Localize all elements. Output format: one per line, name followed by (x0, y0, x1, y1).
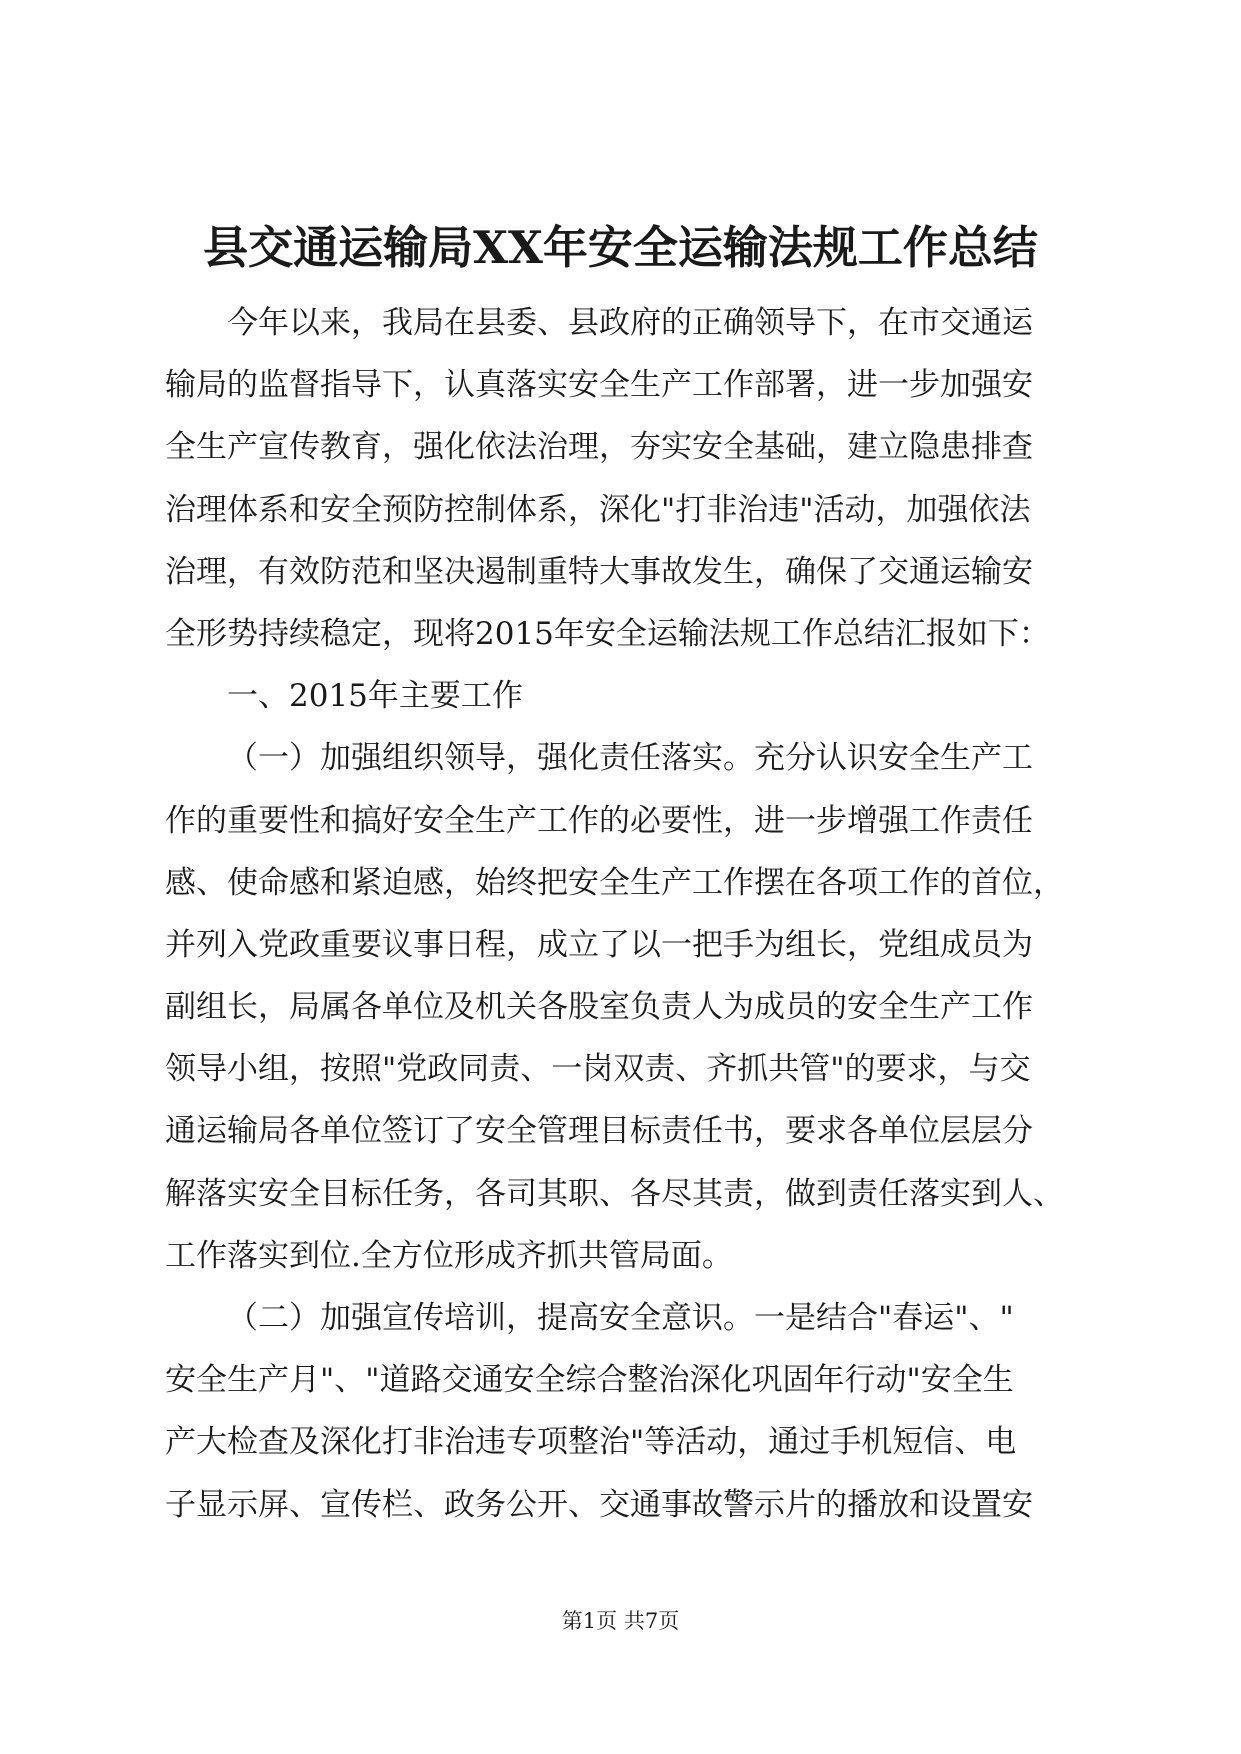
paragraph-line: 子显示屏、宣传栏、政务公开、交通事故警示片的播放和设置安 (165, 1486, 1033, 1523)
paragraph-line: 领导小组，按照"党政同责、一岗双责、齐抓共管"的要求，与交 (165, 1051, 1031, 1088)
paragraph-line: （二）加强宣传培训，提高安全意识。一是结合"春运"、" (227, 1300, 1014, 1336)
paragraph-line: 通运输局各单位签订了安全管理目标责任书，要求各单位层层分 (165, 1113, 1033, 1150)
paragraph-line: 治理，有效防范和坚决遏制重特大事故发生，确保了交通运输安 (165, 553, 1033, 590)
paragraph-line: 今年以来，我局在县委、县政府的正确领导下，在市交通运 (227, 305, 1033, 341)
page-number-footer: 第1页 共7页 (561, 1609, 680, 1633)
paragraph-line: 产大检查及深化打非治违专项整治"等活动，通过手机短信、电 (165, 1424, 1017, 1461)
paragraph-line: 感、使命感和紧迫感，始终把安全生产工作摆在各项工作的首位， (165, 864, 1064, 901)
paragraph-line: 副组长，局属各单位及机关各股室负责人为成员的安全生产工作 (165, 989, 1033, 1026)
paragraph-line: 全生产宣传教育，强化依法治理，夯实安全基础，建立隐患排查 (165, 429, 1033, 466)
section-heading: 一、2015年主要工作 (227, 678, 523, 715)
paragraph-line: 治理体系和安全预防控制体系，深化"打非治违"活动，加强依法 (165, 491, 1031, 528)
paragraph-line: （一）加强组织领导，强化责任落实。充分认识安全生产工 (227, 740, 1033, 777)
paragraph-line: 作的重要性和搞好安全生产工作的必要性，进一步增强工作责任 (165, 802, 1033, 839)
document-title: 县交通运输局XX年安全运输法规工作总结 (203, 221, 1038, 274)
paragraph-line: 全形势持续稳定，现将2015年安全运输法规工作总结汇报如下： (165, 615, 1050, 652)
paragraph-line: 并列入党政重要议事日程，成立了以一把手为组长，党组成员为 (165, 926, 1033, 963)
paragraph-line: 工作落实到位.全方位形成齐抓共管局面。 (165, 1237, 733, 1274)
paragraph-line: 输局的监督指导下，认真落实安全生产工作部署，进一步加强安 (165, 367, 1033, 404)
document-body (165, 292, 1085, 1536)
paragraph-line: 安全生产月"、"道路交通安全综合整治深化巩固年行动"安全生 (165, 1362, 1014, 1399)
paragraph-line: 解落实安全目标任务，各司其职、各尽其责，做到责任落实到人、 (165, 1175, 1064, 1212)
